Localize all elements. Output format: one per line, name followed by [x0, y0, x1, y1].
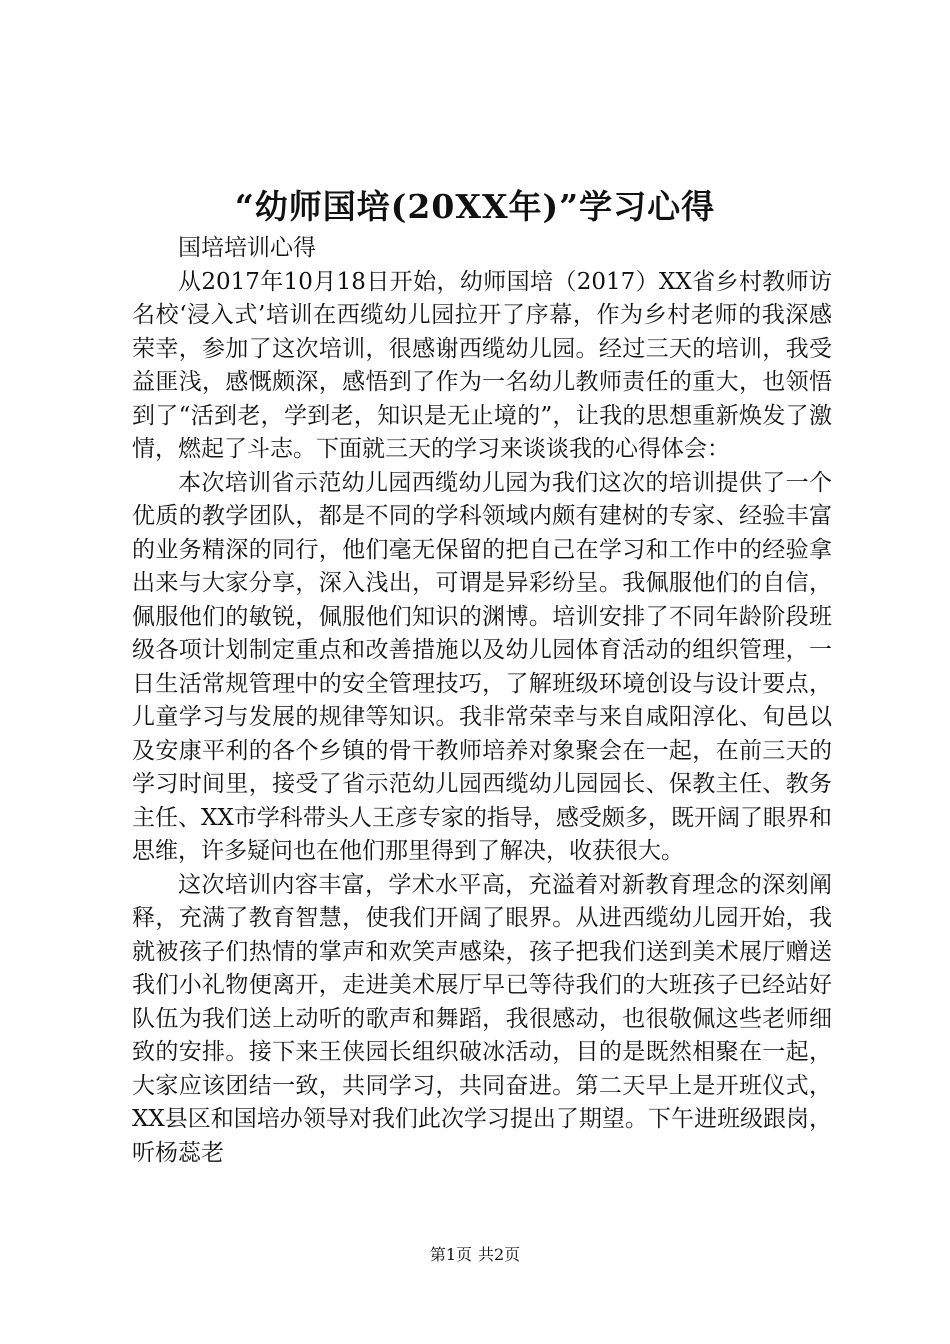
paragraph-2: 本次培训省示范幼儿园西缆幼儿园为我们这次的培训提供了一个优质的教学团队，都是不同的学科领域内颇有建树的专家、经验丰富的业务精深的同行，他们毫无保留的把自己在学习和工作中的经验拿出来与大家分享，深入浅出，可谓是异彩纷呈。我佩服他们的自信，佩服他们的敏锐，佩服他们知识的渊博。培训安排了不同年龄阶段班级各项计划制定重点和改善措施以及幼儿园体育活动的组织管理，一日生活常规管理中的安全管理技巧，了解班级环境创设与设计要点，儿童学习与发展的规律等知识。我非常荣幸与来自咸阳淳化、旬邑以及安康平利的各个乡镇的骨干教师培养对象聚会在一起，在前三天的学习时间里，接受了省示范幼儿园西缆幼儿园园长、保教主任、教务主任、XX市学科带头人王彦专家的指导，感受颇多，既开阔了眼界和思维，许多疑问也在他们那里得到了解决，收获很大。 — [132, 469, 832, 864]
document-subtitle: 国培培训心得 — [178, 235, 316, 261]
page-number: 第1页 — [429, 1245, 472, 1264]
page-total: 共2页 — [478, 1245, 521, 1264]
page-footer — [0, 1243, 950, 1267]
document-title: “幼师国培(20XX年)”学习心得 — [234, 187, 716, 226]
paragraph-1: 从2017年10月18日开始，幼师国培（2017）XX省乡村教师访名校‘浸入式’培训在西缆幼儿园拉开了序幕，作为乡村老师的我深感荣幸，参加了这次培训，很感谢西缆幼儿园。经过三天的培训，我受益匪浅，感慨颇深，感悟到了作为一名幼儿教师责任的重大，也领悟到了“活到老，学到老，知识是无止境的”，让我的思想重新焕发了激情，燃起了斗志。下面就三天的学习来谈谈我的心得体会： — [132, 268, 832, 462]
document-body — [132, 232, 832, 1170]
paragraph-3: 这次培训内容丰富，学术水平高，充溢着对新教育理念的深刻阐释，充满了教育智慧，使我们开阔了眼界。从进西缆幼儿园开始，我就被孩子们热情的掌声和欢笑声感染，孩子把我们送到美术展厅赠送我们小礼物便离开，走进美术展厅早已等待我们的大班孩子已经站好队伍为我们送上动听的歌声和舞蹈，我很感动，也很敬佩这些老师细致的安排。接下来王侠园长组织破冰活动，目的是既然相聚在一起，大家应该团结一致，共同学习，共同奋进。第二天早上是开班仪式，XX县区和国培办领导对我们此次学习提出了期望。下午进班级跟岗，听杨蕊老 — [132, 871, 832, 1166]
